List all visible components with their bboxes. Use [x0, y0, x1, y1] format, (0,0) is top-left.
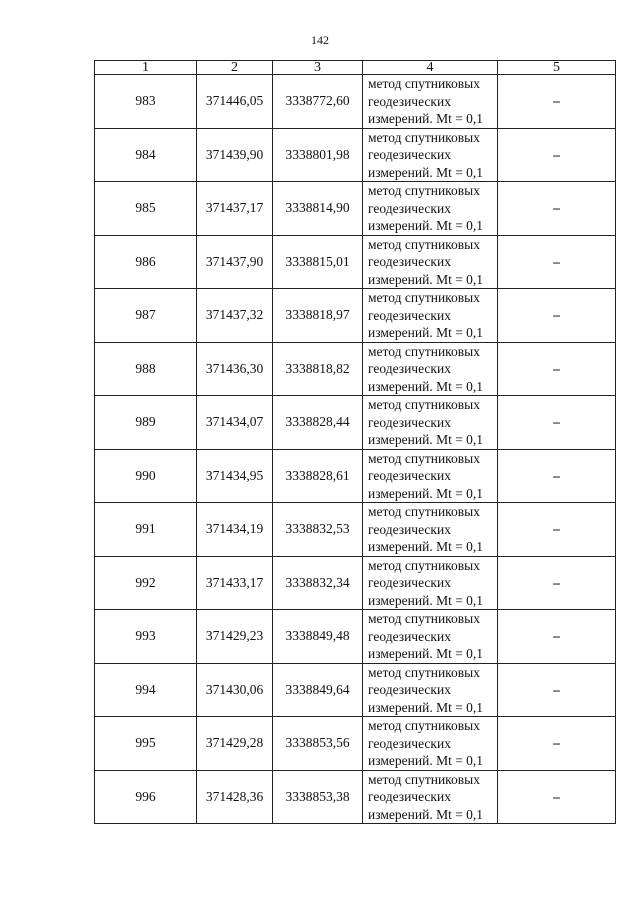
y-coordinate-cell: 3338818,82 — [273, 342, 363, 396]
note-dash: – — [553, 735, 560, 751]
method-line: измерений. Mt = 0,1 — [368, 485, 484, 501]
x-coordinate-cell: 371446,05 — [197, 75, 273, 129]
note-dash: – — [553, 521, 560, 537]
note-cell — [498, 503, 616, 557]
point-number-cell: 988 — [95, 342, 197, 396]
method-cell — [363, 182, 498, 236]
method-line: измерений. Mt = 0,1 — [368, 271, 484, 287]
column-header-3: 3 — [273, 61, 363, 75]
table-row — [95, 770, 616, 824]
method-line: метод спутниковых — [368, 504, 480, 519]
method-line: геодезических — [368, 254, 451, 269]
method-line: измерений. Mt = 0,1 — [368, 699, 484, 715]
method-cell — [363, 610, 498, 664]
method-line: измерений. Mt = 0,1 — [368, 164, 484, 180]
note-cell — [498, 75, 616, 129]
coordinates-table — [94, 60, 616, 824]
method-line: метод спутниковых — [368, 664, 480, 680]
table-row — [95, 449, 616, 503]
method-line: геодезических — [368, 414, 451, 430]
method-cell — [363, 556, 498, 610]
method-line: метод спутниковых — [368, 183, 480, 198]
note-cell — [498, 717, 616, 771]
column-header-2: 2 — [197, 61, 273, 75]
point-number-cell: 991 — [95, 503, 197, 557]
method-line: измерений. Mt = 0,1 — [368, 806, 484, 822]
y-coordinate-cell: 3338815,01 — [273, 235, 363, 289]
method-line: геодезических — [368, 307, 451, 323]
method-line: геодезических — [368, 93, 451, 109]
table-row — [95, 182, 616, 236]
note-dash: – — [553, 414, 560, 430]
method-line: измерений. Mt = 0,1 — [368, 753, 484, 768]
x-coordinate-cell: 371434,07 — [197, 396, 273, 450]
y-coordinate-cell: 3338832,53 — [273, 503, 363, 557]
note-cell — [498, 610, 616, 664]
method-cell — [363, 128, 498, 182]
method-line: измерений. Mt = 0,1 — [368, 432, 484, 447]
method-line: метод спутниковых — [368, 397, 480, 412]
y-coordinate-cell: 3338818,97 — [273, 289, 363, 343]
note-dash: – — [553, 146, 560, 162]
method-cell — [363, 396, 498, 450]
method-cell — [363, 503, 498, 557]
x-coordinate-cell: 371428,36 — [197, 770, 273, 824]
note-dash: – — [553, 681, 560, 697]
method-line: метод спутниковых — [368, 771, 480, 787]
note-cell — [498, 770, 616, 824]
method-line: измерений. Mt = 0,1 — [368, 111, 484, 126]
x-coordinate-cell: 371436,30 — [197, 342, 273, 396]
point-number-cell: 996 — [95, 770, 197, 824]
table-row — [95, 396, 616, 450]
note-dash: – — [553, 307, 560, 323]
method-line: измерений. Mt = 0,1 — [368, 378, 484, 394]
method-line: метод спутниковых — [368, 343, 480, 359]
method-line: геодезических — [368, 628, 451, 644]
method-line: геодезических — [368, 682, 451, 697]
method-line: метод спутниковых — [368, 236, 480, 252]
table-row — [95, 128, 616, 182]
note-cell — [498, 342, 616, 396]
point-number-cell: 993 — [95, 610, 197, 664]
note-dash: – — [553, 788, 560, 804]
table-row — [95, 610, 616, 664]
method-line: измерений. Mt = 0,1 — [368, 539, 484, 554]
table-row — [95, 342, 616, 396]
method-line: геодезических — [368, 789, 451, 804]
method-line: геодезических — [368, 521, 451, 537]
x-coordinate-cell: 371430,06 — [197, 663, 273, 717]
y-coordinate-cell: 3338832,34 — [273, 556, 363, 610]
point-number-cell: 983 — [95, 75, 197, 129]
note-cell — [498, 289, 616, 343]
y-coordinate-cell: 3338772,60 — [273, 75, 363, 129]
method-line: геодезических — [368, 147, 451, 162]
note-dash: – — [553, 628, 560, 644]
y-coordinate-cell: 3338849,48 — [273, 610, 363, 664]
note-dash: – — [553, 200, 560, 216]
method-cell — [363, 235, 498, 289]
method-line: геодезических — [368, 735, 451, 751]
table-row — [95, 663, 616, 717]
x-coordinate-cell: 371437,90 — [197, 235, 273, 289]
y-coordinate-cell: 3338801,98 — [273, 128, 363, 182]
method-line: измерений. Mt = 0,1 — [368, 592, 484, 608]
note-dash: – — [553, 253, 560, 269]
table-row — [95, 75, 616, 129]
point-number-cell: 995 — [95, 717, 197, 771]
table-row — [95, 235, 616, 289]
column-header-5: 5 — [498, 61, 616, 75]
method-line: метод спутниковых — [368, 611, 480, 626]
method-line: измерений. Mt = 0,1 — [368, 646, 484, 661]
method-line: геодезических — [368, 468, 451, 483]
note-cell — [498, 396, 616, 450]
x-coordinate-cell: 371437,17 — [197, 182, 273, 236]
page-number: 142 — [311, 33, 329, 47]
note-cell — [498, 235, 616, 289]
method-line: метод спутниковых — [368, 290, 480, 305]
y-coordinate-cell: 3338853,38 — [273, 770, 363, 824]
point-number-cell: 989 — [95, 396, 197, 450]
method-line: измерений. Mt = 0,1 — [368, 325, 484, 340]
x-coordinate-cell: 371429,23 — [197, 610, 273, 664]
y-coordinate-cell: 3338814,90 — [273, 182, 363, 236]
method-cell — [363, 449, 498, 503]
point-number-cell: 992 — [95, 556, 197, 610]
point-number-cell: 985 — [95, 182, 197, 236]
x-coordinate-cell: 371429,28 — [197, 717, 273, 771]
method-line: метод спутниковых — [368, 129, 480, 145]
method-line: геодезических — [368, 575, 451, 590]
method-line: метод спутниковых — [368, 557, 480, 573]
note-cell — [498, 663, 616, 717]
x-coordinate-cell: 371434,95 — [197, 449, 273, 503]
method-cell — [363, 717, 498, 771]
method-cell — [363, 770, 498, 824]
point-number-cell: 984 — [95, 128, 197, 182]
method-line: метод спутниковых — [368, 718, 480, 733]
table-header-row — [95, 61, 616, 75]
method-cell — [363, 289, 498, 343]
x-coordinate-cell: 371439,90 — [197, 128, 273, 182]
table-row — [95, 289, 616, 343]
point-number-cell: 987 — [95, 289, 197, 343]
column-header-4: 4 — [363, 61, 498, 75]
y-coordinate-cell: 3338849,64 — [273, 663, 363, 717]
y-coordinate-cell: 3338828,44 — [273, 396, 363, 450]
x-coordinate-cell: 371433,17 — [197, 556, 273, 610]
x-coordinate-cell: 371437,32 — [197, 289, 273, 343]
method-cell — [363, 663, 498, 717]
method-line: метод спутниковых — [368, 76, 480, 91]
table-row — [95, 556, 616, 610]
note-cell — [498, 182, 616, 236]
note-dash: – — [553, 574, 560, 590]
note-dash: – — [553, 360, 560, 376]
method-line: геодезических — [368, 200, 451, 216]
note-cell — [498, 449, 616, 503]
table-row — [95, 717, 616, 771]
note-cell — [498, 556, 616, 610]
point-number-cell: 986 — [95, 235, 197, 289]
point-number-cell: 990 — [95, 449, 197, 503]
x-coordinate-cell: 371434,19 — [197, 503, 273, 557]
table-row — [95, 503, 616, 557]
method-cell — [363, 75, 498, 129]
method-line: метод спутниковых — [368, 450, 480, 466]
note-cell — [498, 128, 616, 182]
method-cell — [363, 342, 498, 396]
note-dash: – — [553, 93, 560, 109]
method-line: геодезических — [368, 361, 451, 376]
y-coordinate-cell: 3338853,56 — [273, 717, 363, 771]
column-header-1: 1 — [95, 61, 197, 75]
y-coordinate-cell: 3338828,61 — [273, 449, 363, 503]
point-number-cell: 994 — [95, 663, 197, 717]
method-line: измерений. Mt = 0,1 — [368, 218, 484, 233]
note-dash: – — [553, 467, 560, 483]
